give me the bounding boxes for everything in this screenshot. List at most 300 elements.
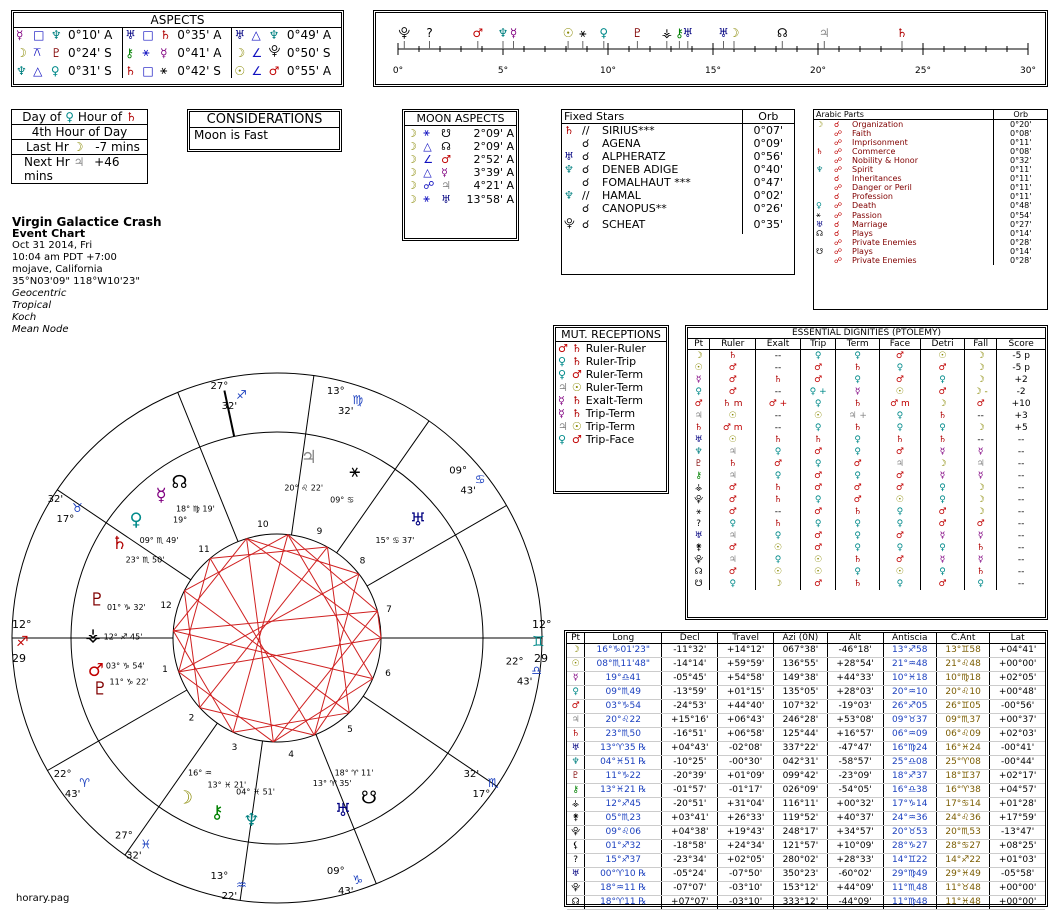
dignity-cell: ☿: [921, 530, 965, 542]
dignities-col-header: Term: [836, 339, 879, 350]
dignity-row: [688, 374, 1045, 386]
position-cell: +04°41': [990, 644, 1045, 658]
aspect-planet-1: ♅: [125, 28, 136, 42]
reception-type: Trip-Face: [585, 433, 635, 446]
aspect-line: [184, 535, 288, 591]
aspect-orb: 0°10' A: [66, 28, 123, 42]
dignity-cell: ☿: [921, 554, 965, 566]
dignity-cell: ♂: [921, 506, 965, 518]
house-number: 5: [347, 725, 353, 736]
reception-planet-1: ♃: [558, 381, 568, 394]
star-name: ALPHERATZ: [602, 150, 666, 163]
strip-tick-label: 25°: [915, 66, 931, 76]
strip-tick-label: 10°: [600, 66, 616, 76]
star-orb: 0°09': [742, 137, 794, 150]
cusp-degree: 09°: [326, 865, 345, 877]
position-cell: +28°33': [827, 854, 883, 868]
house-number: 4: [288, 750, 295, 761]
positions-col-header: Azi (0N): [774, 633, 828, 644]
position-cell: -00°56': [990, 700, 1045, 714]
planet-glyph: ☿: [155, 485, 167, 507]
dignity-cell: ☉: [688, 362, 710, 374]
planet-glyph: ⚶: [85, 624, 101, 646]
position-cell: ♆: [567, 756, 585, 770]
dignity-cell: --: [965, 410, 997, 422]
part-name: Passion: [852, 210, 882, 220]
position-cell: 08°♏11'48": [585, 658, 662, 672]
part-aspect: ☌: [834, 174, 840, 183]
reception-row: [556, 433, 648, 446]
position-cell: +16°57': [827, 728, 883, 742]
dignity-cell: --: [965, 434, 997, 446]
part-aspect: ☍: [834, 210, 843, 220]
aspect-line: [179, 672, 274, 742]
part-aspect: ☍: [834, 129, 843, 138]
aspect-planet-1: ♅: [234, 28, 246, 42]
cusp-degree: 13°: [210, 870, 229, 882]
dignity-cell: ♀: [921, 374, 965, 386]
planet-glyph: ☋: [361, 787, 377, 809]
position-cell: 10°♓18: [883, 672, 936, 686]
receptions-table: [556, 342, 648, 446]
chart-setting: Tropical: [12, 300, 52, 311]
part-aspect: ☍: [834, 238, 843, 247]
venus-icon: ♀: [65, 110, 74, 124]
planet-position: 11° ♑ 22': [109, 677, 149, 687]
position-cell: 18°♊37: [936, 770, 989, 784]
dignity-cell: ♂: [800, 470, 836, 482]
strip-planet-glyph: ☽: [728, 26, 740, 40]
dignities-col-header: Face: [879, 339, 920, 350]
position-row: [567, 742, 1045, 756]
dignity-cell: ♄: [836, 398, 879, 410]
star-aspect: ☌: [582, 137, 590, 150]
position-cell: ♄: [567, 728, 585, 742]
position-cell: 16°♍24: [883, 742, 936, 756]
planet-position: 12° ♐ 45': [103, 632, 143, 642]
dignity-cell: ☉: [756, 566, 801, 578]
dignity-cell: ♄: [836, 578, 879, 590]
dignity-cell: ♀: [800, 518, 836, 530]
part-name: Faith: [852, 129, 872, 138]
dignity-cell: ♀: [756, 446, 801, 458]
part-aspect: ☍: [834, 183, 843, 192]
aspect-type: □: [33, 28, 45, 42]
strip-planet-glyph: ☿: [509, 26, 518, 40]
star-aspect: ☌: [582, 202, 590, 215]
reception-planet-2: ☉: [571, 420, 582, 433]
fixed-star-row: [562, 150, 794, 163]
dignity-cell: --: [756, 386, 801, 398]
dignity-cell: ♄: [836, 554, 879, 566]
position-cell: 24°♒36: [883, 812, 936, 826]
part-orb: 0°14': [994, 229, 1047, 238]
position-cell: 11°♍48: [883, 896, 936, 910]
position-cell: 09°♌06: [585, 826, 662, 840]
position-cell: -46°18': [827, 644, 883, 658]
cusp-degree: 27°: [210, 381, 229, 393]
position-cell: -05°24': [662, 868, 718, 882]
position-row: [567, 644, 1045, 658]
dignity-cell: --: [1017, 483, 1025, 493]
position-cell: 17°♑14: [883, 798, 936, 812]
dignity-cell: ♃: [965, 458, 997, 470]
cusp-sign: ♐: [236, 388, 247, 403]
chart-coords: 35°N03'09" 118°W10'23": [12, 276, 140, 287]
position-cell: +44°09': [827, 882, 883, 896]
position-cell: 29°♍49: [883, 868, 936, 882]
part-name: Commerce: [852, 147, 896, 156]
reception-type: Trip-Term: [585, 407, 636, 420]
position-cell: 25°♈08: [936, 756, 989, 770]
reception-planet-1: ♀: [558, 355, 567, 368]
receptions-panel: [553, 325, 669, 494]
house-number: 11: [198, 544, 210, 555]
reception-planet-1: ♀: [558, 368, 567, 381]
strip-planet-glyph: ♅: [682, 26, 694, 40]
star-planet: ♄: [564, 124, 574, 137]
part-planet: [814, 138, 832, 147]
dignity-row: [688, 530, 1045, 542]
dignity-cell: ♂: [800, 446, 836, 458]
position-cell: +44°40': [718, 700, 774, 714]
chart-subtitle: Event Chart: [12, 227, 86, 240]
part-aspect: ☍: [834, 256, 843, 265]
position-cell: 25°♎08: [883, 756, 936, 770]
position-cell: +01°28': [990, 798, 1045, 812]
position-cell: +28°03': [827, 686, 883, 700]
dignity-cell: ♂ +: [756, 398, 801, 410]
fixed-star-row: [562, 202, 794, 215]
position-cell: -03°10': [718, 882, 774, 896]
part-orb: 0°11': [994, 174, 1047, 183]
star-name: CANOPUS**: [602, 202, 667, 215]
star-planet: ♆: [564, 163, 574, 176]
position-cell: 16°♈38: [936, 784, 989, 798]
reception-row: [556, 381, 648, 394]
star-planet: ⯓: [564, 217, 575, 230]
arabic-part-row: [814, 120, 1047, 130]
reception-row: [556, 368, 648, 381]
reception-planet-2: ♂: [571, 433, 582, 446]
dignity-row: [688, 350, 1045, 363]
day-label: Day of: [22, 110, 62, 124]
moon-icon: ☽: [407, 192, 417, 206]
part-planet: [814, 174, 832, 183]
position-cell: 28°♋27: [936, 840, 989, 854]
planet-position: 23° ♏ 50': [125, 555, 165, 565]
reception-row: [556, 342, 648, 355]
star-name: SCHEAT: [602, 218, 646, 231]
part-name: Profession: [852, 192, 893, 201]
dignity-cell: --: [1017, 447, 1025, 457]
moon-icon: ☽: [72, 140, 84, 154]
part-aspect: ☌: [834, 192, 840, 201]
arabic-part-row: [814, 229, 1047, 238]
position-cell: 248°17': [774, 826, 828, 840]
part-name: Marriage: [852, 220, 888, 229]
dignity-row: [688, 434, 1045, 446]
planet-glyph: ♃: [300, 446, 318, 468]
planet-position: 09° ♏ 49': [139, 536, 179, 546]
dignities-col-header: Detri: [921, 339, 965, 350]
dignity-row: [688, 458, 1045, 470]
reception-type: Ruler-Term: [585, 368, 644, 381]
fixed-star-row: [562, 124, 794, 138]
moon-aspects-title: MOON ASPECTS: [405, 112, 516, 126]
dignities-title: ESSENTIAL DIGNITIES (PTOLEMY): [688, 328, 1045, 339]
position-cell: ♂: [567, 700, 585, 714]
position-cell: 280°02': [774, 854, 828, 868]
star-aspect: ☌: [582, 163, 590, 176]
planet-position: 16° ♒: [188, 768, 212, 778]
stars-header: [562, 110, 794, 124]
dignity-cell: ♅: [688, 434, 710, 446]
moon-aspect-row: [405, 166, 516, 179]
dignity-cell: ♀: [800, 458, 836, 470]
star-orb: 0°07': [742, 124, 794, 138]
house-number: 2: [188, 713, 195, 724]
reception-planet-2: ♄: [571, 355, 582, 368]
position-cell: 116°11': [774, 798, 828, 812]
planet-position: 03° ♑ 54': [105, 661, 145, 671]
aspect-planet-1: ♆: [16, 63, 27, 78]
dignity-cell: ♂: [800, 530, 836, 542]
aspect-orb: 2°52' A: [473, 153, 514, 166]
position-cell: 09°♏37: [936, 714, 989, 728]
cusp-minutes: 17°: [56, 513, 75, 525]
aspect-planet-2: ♄: [160, 28, 171, 42]
star-aspect: ☌: [582, 176, 590, 189]
reception-row: [556, 420, 648, 433]
dignity-cell: ♄ m: [710, 398, 756, 410]
house-number: 6: [385, 668, 391, 679]
dignity-cell: ♂: [921, 362, 965, 374]
dignity-cell: ♂: [921, 386, 965, 398]
position-cell: ⚷: [567, 784, 585, 798]
planet-glyph: ♄: [111, 533, 128, 555]
dignity-cell: ♀: [756, 530, 801, 542]
aspect-orb: 0°31' S: [66, 63, 123, 78]
position-cell: +07°07': [662, 896, 718, 910]
position-cell: +00°48': [990, 686, 1045, 700]
aspect-planet-1: ☽: [16, 45, 27, 60]
part-planet: [814, 183, 832, 192]
stars-title: Fixed Stars: [562, 110, 742, 124]
dignity-cell: ♃: [710, 554, 756, 566]
part-planet: [814, 129, 832, 138]
dignities-col-header: Fall: [965, 339, 997, 350]
chart-date: Oct 31 2014, Fri: [12, 240, 93, 251]
hour-of-day: 4th Hour of Day: [12, 125, 147, 140]
aspect-orb: 2°09' A: [473, 140, 514, 153]
aspect-type: ⚹: [423, 192, 430, 205]
position-cell: -01°17': [718, 784, 774, 798]
dignity-cell: ♃: [710, 530, 756, 542]
cusp-degree: 27°: [115, 830, 133, 842]
dignities-col-header: Ruler: [710, 339, 756, 350]
part-planet: [814, 192, 832, 201]
reception-type: Trip-Term: [585, 420, 636, 433]
star-planet: [562, 202, 580, 215]
dignity-cell: ☽: [965, 482, 997, 494]
fixed-star-row: [562, 176, 794, 189]
dignity-cell: ?: [688, 518, 710, 530]
aspect-planet-1: ♄: [125, 63, 136, 78]
dignity-cell: ♀: [800, 398, 836, 410]
part-orb: 0°27': [994, 220, 1047, 229]
dignity-cell: ☽: [965, 350, 997, 363]
reception-planet-2: ♂: [571, 368, 582, 381]
dignity-cell: ♂: [710, 374, 756, 386]
part-planet: ♆: [816, 165, 824, 174]
dignity-cell: ♂ m: [710, 422, 756, 434]
position-cell: +08°25': [990, 840, 1045, 854]
dignity-cell: ☿: [688, 374, 710, 386]
dignity-cell: ☽ -: [965, 386, 997, 398]
position-cell: 10°♍18: [936, 672, 989, 686]
dignity-cell: ♂: [710, 566, 756, 578]
position-row: [567, 770, 1045, 784]
reception-type: Ruler-Term: [585, 381, 644, 394]
aspect-type: ⚹: [423, 126, 430, 139]
aspect-line: [173, 611, 377, 631]
position-cell: -54°05': [827, 784, 883, 798]
star-aspect: //: [582, 124, 590, 137]
aspect-planet-2: ⚹: [160, 63, 168, 77]
star-orb: 0°35': [742, 215, 794, 234]
dignities-table: [688, 339, 1045, 590]
position-row: [567, 882, 1045, 896]
position-row: [567, 672, 1045, 686]
positions-col-header: Lat: [990, 633, 1045, 644]
position-cell: +02°03': [990, 728, 1045, 742]
position-cell: -03°10': [718, 896, 774, 910]
cusp-minutes: 43': [64, 789, 81, 801]
position-cell: 18°♒11 ℞: [585, 882, 662, 896]
aspect-row: [14, 63, 341, 78]
house-cusp: [367, 506, 506, 587]
planet-glyph: ♅: [334, 799, 352, 821]
position-cell: +17°59': [990, 812, 1045, 826]
dignity-cell: ♃: [710, 446, 756, 458]
parts-title: Arabic Parts: [814, 110, 994, 120]
dignity-cell: +10: [1011, 399, 1031, 409]
strip-planet-glyph: ♆: [497, 26, 509, 40]
dignity-cell: ☉: [800, 410, 836, 422]
aspect-orb: 3°39' A: [473, 166, 514, 179]
asc-minutes: 29: [12, 652, 26, 665]
dignity-cell: ♂: [836, 482, 879, 494]
aspect-planet-2: ♂: [268, 63, 280, 78]
chart-wheel: [0, 360, 560, 916]
arabic-part-row: [814, 220, 1047, 229]
desc-minutes: 29: [534, 652, 548, 665]
position-cell: 350°23': [774, 868, 828, 882]
part-orb: 0°11': [994, 165, 1047, 174]
aspect-orb: 0°55' A: [286, 63, 332, 78]
dignity-cell: ☉: [879, 566, 920, 578]
position-row: [567, 798, 1045, 812]
aspect-orb: 2°09' A: [473, 126, 514, 140]
position-cell: +04°38': [662, 826, 718, 840]
cusp-degree: 32': [463, 769, 480, 781]
dignity-row: [688, 410, 1045, 422]
dignity-row: [688, 482, 1045, 494]
aspect-type: ∠: [423, 153, 434, 166]
chart-place: mojave, California: [12, 264, 103, 275]
position-cell: ♃: [567, 714, 585, 728]
chart-info: [12, 216, 162, 336]
aspect-planet-1: ⚷: [125, 45, 134, 60]
position-cell: ?: [567, 854, 585, 868]
dignity-cell: ♀: [879, 542, 920, 554]
position-cell: 13°♐58: [883, 644, 936, 658]
part-orb: 0°32': [994, 156, 1047, 165]
house-number: 1: [162, 665, 168, 676]
moon-aspect-row: [405, 179, 516, 192]
dignity-cell: ♂: [879, 374, 920, 386]
star-orb: 0°26': [742, 202, 794, 215]
dignity-cell: ♂: [800, 506, 836, 518]
desc-sign: ♊: [532, 634, 545, 650]
dignity-cell: --: [756, 506, 801, 518]
dignity-cell: ♂: [710, 506, 756, 518]
moon-icon: ☽: [407, 140, 417, 153]
dignity-cell: ♀: [836, 518, 879, 530]
part-aspect: ☍: [834, 247, 843, 256]
aspect-type: △: [423, 166, 432, 179]
strip-tick-label: 0°: [392, 66, 404, 76]
position-cell: -23°09': [827, 770, 883, 784]
dignity-row: [688, 446, 1045, 458]
position-cell: +54°58': [718, 672, 774, 686]
position-cell: 121°57': [774, 840, 828, 854]
position-cell: +04°43': [662, 742, 718, 756]
dignity-row: [688, 542, 1045, 554]
part-aspect: ☍: [834, 138, 843, 147]
part-aspect: ☍: [834, 165, 843, 174]
last-hour-row: [12, 140, 147, 155]
part-aspect: ☌: [834, 120, 840, 129]
dignity-cell: ♂: [800, 578, 836, 590]
dignities-col-header: Pt: [688, 339, 710, 350]
dignity-cell: ⯓: [688, 554, 710, 566]
star-orb: 0°02': [742, 189, 794, 202]
aspect-type: △: [33, 63, 43, 78]
dignity-row: [688, 470, 1045, 482]
position-row: [567, 896, 1045, 910]
dignity-cell: ♂: [800, 542, 836, 554]
position-cell: 20°♒10: [883, 686, 936, 700]
aspect-planet-2: ☊: [441, 140, 451, 153]
position-cell: ⯓: [567, 882, 585, 896]
arabic-part-row: [814, 138, 1047, 147]
positions-col-header: Alt: [827, 633, 883, 644]
dignity-cell: ♀: [836, 374, 879, 386]
dignity-cell: ♃: [879, 458, 920, 470]
dignity-row: [688, 578, 1045, 590]
dignity-cell: ⚷: [688, 470, 710, 482]
position-cell: +01°09': [718, 770, 774, 784]
dignity-cell: ♄: [756, 434, 801, 446]
aspect-orb: 0°49' A: [286, 28, 332, 42]
position-cell: 119°52': [774, 812, 828, 826]
star-orb: 0°47': [742, 176, 794, 189]
position-cell: +26°33': [718, 812, 774, 826]
aspect-planet-2: ☿: [160, 45, 168, 60]
part-orb: 0°28': [994, 238, 1047, 247]
